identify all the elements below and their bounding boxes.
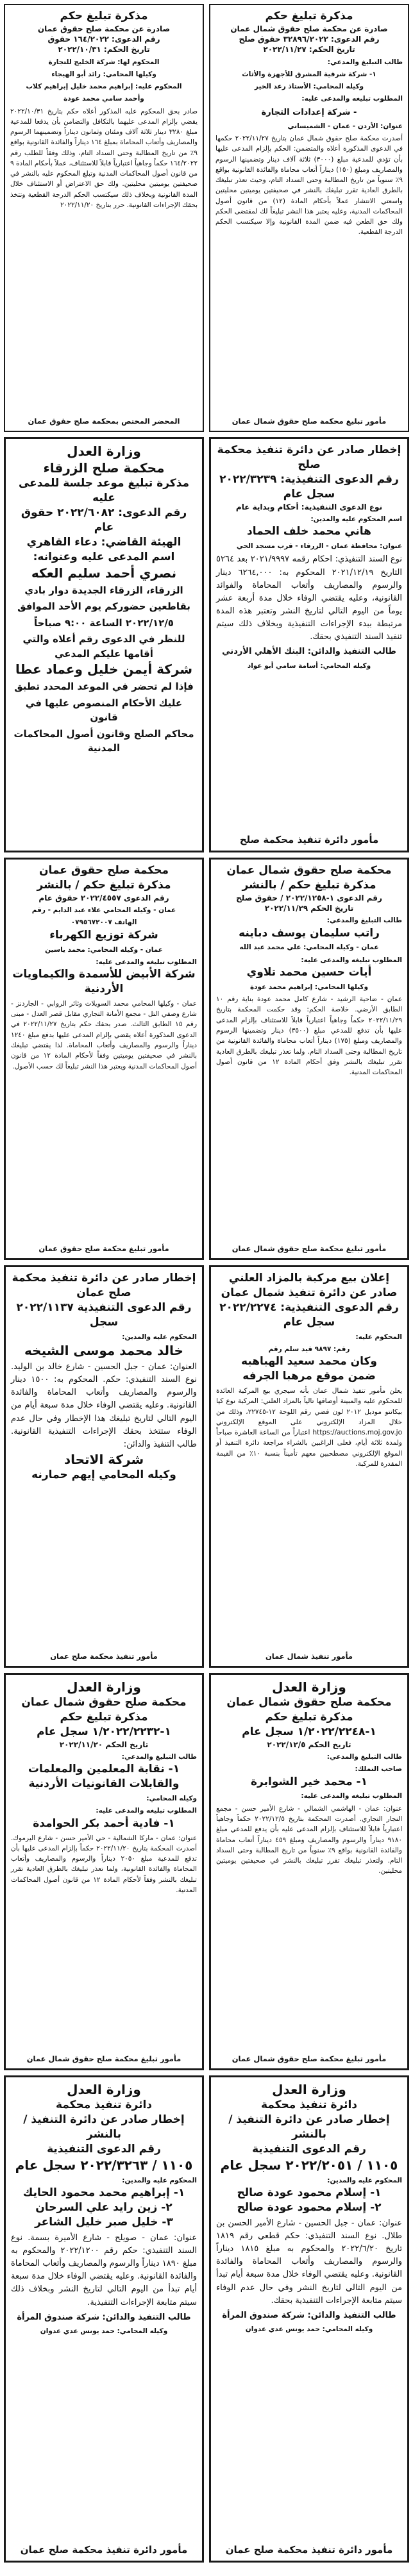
notice-case-number: ١١٠٥ / ٢٠٢٢/٣٢٦٣ سجل عام <box>15 2157 193 2173</box>
notice-case-number: رقم الدعوى التنفيذية: ٢٠٢٢/٣٢٣٩ سجل عام <box>219 472 399 501</box>
notice-date: تاريخ الحكم ٢٠٢٢/١١/٢٩ <box>264 904 354 913</box>
notice-judgment-2248 <box>209 1673 409 2070</box>
notice-plaintiff: شركة توزيع الكهرباء <box>49 928 158 942</box>
notice-heading: مذكرة تبليغ حكم / بالنشر <box>37 878 171 892</box>
notice-heading: مذكرة تبليغ حكم <box>265 1710 353 1724</box>
notice-plaintiff: ١- نقابة المعلمين والمعلمات والقابلات القانونيات الأردنية <box>28 1763 180 1791</box>
notice-body: عمان - وكيلها المحامي محمد السويلات وثائر الروابي - الجاردنز - شارع وصفي التل - مجمع الأمانة التجاري مقابل قصر العدل - مبنى رقم ١٥ الطابق الثالث. صدر بحقك حكم بتاريخ ٢٠٢٢/١١/٢٧ في الدعوى المذكورة أعلاه يقضي بإلزام المدعى عليها بدفع مبلغ ١٢٤٠ ديناراً والرسوم والمصاريف وأتعاب المحاماة. لذا يقتضي تبليغك بالنشر في صحيفتين يوميتين وفقاً لأحكام المادة ١٢ من قانون أصول المحاكمات المدنية ويعتبر هذا النشر تبليغاً لك حسب الأصول. <box>11 999 198 1070</box>
notice-body: يعلن مأمور تنفيذ شمال عمان بأنه سيجري بيع المركبة العائدة للمحكوم عليه والمبينة أوصافها تالياً بالمزاد العلني: المركبة نوع كيا بيكانتو موديل ٢٠١٢ لون فضي رقم اللوحة ١٢-٢٢٧٤٥، وذلك من خلال المزاد الإلكتروني على الموقع الإلكتروني https://auctions.moj.gov.jo اعتباراً من الساعة العاشرة صباحاً ولمدة ثلاثة أيام، فعلى الراغبين بالشراء مراجعة دائرة التنفيذ أو الموقع الإلكتروني مصطحبين معهم تأميناً بنسبة ١٠٪ من القيمة المقدرة للمركبة. <box>216 1387 402 1468</box>
notice-case-number: رقم الدعوى التنفيذية ٢٠٢٢/١١٣٧ سجل <box>16 1300 192 1329</box>
notice-judgment-north-amman-1258 <box>209 858 409 1260</box>
notice-case-type: نوع الدعوى التنفيذية: أحكام وبداية عام <box>235 502 383 511</box>
notice-plaintiff-lawyer: عمان - وكيله المحامي علاء عبد الدايم - رقم <box>31 906 176 915</box>
notice-defendant: - شركة إعدادات التجارة <box>261 107 357 117</box>
notice-signature: مأمور تنفيذ شمال عمان <box>265 1652 353 1661</box>
notice-warning-2: عليك الأحكام المنصوص عليها في قانون <box>25 697 183 724</box>
notice-ref: رقم: ٩٨٩٧ قيد سلم رقم <box>268 1345 350 1354</box>
notice-heading: إخطار صادر عن دائرة التنفيذ / بالنشر <box>228 2113 390 2141</box>
notice-plaintiff-label: طالب التبليغ والمدعي: <box>326 917 402 925</box>
notice-debtor: هاني محمد خلف الحماد <box>247 525 371 538</box>
notice-case-label: رقم الدعوى التنفيذية <box>252 2142 366 2156</box>
notice-execution-2051 <box>209 2075 409 2563</box>
notice-plaintiff: راتب سليمان يوسف دباينه <box>239 926 380 940</box>
notice-court: محكمة صلح حقوق عمان <box>39 864 169 877</box>
notices-row-4 <box>4 1265 409 1668</box>
notice-ministry: وزارة العدل <box>67 2082 141 2097</box>
notice-judgment-amman-4557 <box>4 858 204 1260</box>
notice-case-number: رقم الدعوى ٢٠٢٢/٤٥٥٧ حقوق عام <box>38 893 169 902</box>
notice-lawyer: وكيلها المحامي: رائد أبو الهيجاء <box>51 70 156 78</box>
notice-defendant: نصري أحمد سليم العكه <box>31 565 177 581</box>
notice-lawyer: وكيله المحامي: الأستاذ رعد الخير <box>254 83 364 91</box>
notice-case-number: ١١٠٥ / ٢٠٢٢/٢٠٥١ سجل عام <box>220 2157 398 2173</box>
notice-department: دائرة تنفيذ محكمة <box>55 2098 153 2111</box>
notice-plaintiff: شركة أيمن خليل وعماد عطا <box>15 661 192 677</box>
notice-debtor-label: اسم المحكوم عليه والمدين: <box>310 515 402 523</box>
notice-signature: مأمور تنفيذ محكمة صلح عمان <box>50 1652 158 1661</box>
notices-row-2 <box>4 437 409 852</box>
notice-defendant-lawyer: وكيلها المحامي: إبراهيم محمد عودة <box>249 983 369 991</box>
notice-heading: إخطار صادر عن دائرة التنفيذ / بالنشر <box>23 2113 185 2141</box>
notice-judgment-amman-2 <box>4 4 204 432</box>
notice-lawyer: وكيله المحامي إيهم حمارنه <box>31 1468 176 1481</box>
notice-execution-3263 <box>4 2075 204 2563</box>
notice-judge: الهيئة القاضي: دعاء القاهري <box>26 535 181 549</box>
notice-heading: مذكرة تبليغ موعد جلسة للمدعى عليه <box>18 477 190 504</box>
notice-lawyer: وكيله المحامي: حمد يونس عدي عدوان <box>40 2327 168 2335</box>
notice-plaintiff: ١- محمد خير الشوابرة <box>251 1775 367 1788</box>
notice-body: صادر بحق المحكوم عليه المذكور أعلاه حكم بتاريخ ٢٠٢٢/١٠/٣١ يقضي بإلزام المدعى عليهما بالتكافل والتضامن بأن يدفعا للمدعية مبلغ ٣٢٨٠ دينار ثلاثة آلاف ومئتان وثمانون ديناراً وتضمينهما الرسوم والمصاريف وأتعاب المحاماة بمبلغ ١٦٤ ديناراً والفائدة القانونية بواقع ٩٪ من تاريخ المطالبة وحتى السداد التام، وذلك وفقاً للطلب رقم ١٦٤/٢٠٢٢ حكماً وجاهياً اعتبارياً قابلاً للاستئناف، عملاً بأحكام المادة ٩ من قانون أصول المحاكمات المدنية وتبلغ المحكوم عليه بالنشر في صحيفتين يوميتين محليتين. ولك حق الاعتراض أو الاستئناف خلال المدة القانونية وبخلاف ذلك سيكتسب الحكم الدرجة القطعية وتتخذ بحقك الإجراءات القانونية. حرر بتاريخ ٢٠٢٢/١١/٢٠ <box>10 107 198 209</box>
notice-court: محكمة صلح حقوق شمال عمان <box>21 1696 187 1709</box>
notice-warning-1: فإذا لم تحضر في الموعد المحدد تطبق <box>14 681 194 693</box>
notice-case-number: رقم الدعوى: ٣٢٨٩٦/٢٠٢٢ حقوق صلح <box>239 35 380 44</box>
notices-row-1 <box>4 4 409 432</box>
notice-debtor: وكان محمد سعيد الهباهبه <box>241 1355 377 1368</box>
notice-signature: مأمور تبليغ محكمة صلح حقوق شمال عمان <box>232 417 387 426</box>
notice-ministry: وزارة العدل <box>67 1679 141 1695</box>
notice-defendant-label: المطلوب تبليغه والمدعى عليه: <box>301 956 402 964</box>
notice-body: عنوان: عمان - الهاشمي الشمالي - شارع الأمير حسن - مجمع النجار التجاري. أصدرت المحكمة بتاريخ ٢٠٢٢/١٢/٥ حكماً وجاهياً اعتبارياً قابلاً للاستئناف بإلزام المدعى عليه بأن يدفع للمدعي مبلغ ٩١٨٠ ديناراً والرسوم والمصاريف ومبلغ ٤٥٩ ديناراً أتعاب محاماة والفائدة القانونية بواقع ٩٪ سنوياً من تاريخ المطالبة وحتى السداد التام. ولتعذر تبليغك تقرر تبليغك بالنشر في صحيفتين يوميتين محليتين. <box>216 1804 403 1875</box>
notice-body: العنوان: عمان - جبل الحسين - شارع خالد بن الوليد. نوع السند التنفيذي: حكم. المحكوم به: ١٥٠٠ دينار والرسوم والمصاريف وأتعاب المحاماة والفائدة القانونية. وعليه يقتضي الوفاء خلال مدة سبعة أيام من اليوم التالي لتاريخ تبليغك هذا الإخطار وفي حال عدم الوفاء ستتخذ بحقك الإجراءات التنفيذية القانونية. طالب التنفيذ والدائن: <box>11 1362 197 1449</box>
notice-debtor-3: ٣- خليل صبر خليل الشاعر <box>35 2215 173 2229</box>
notice-debtor-label: المحكوم عليه: <box>355 1333 402 1341</box>
notice-execution-3239 <box>209 437 409 852</box>
notice-heading: مذكرة تبليغ حكم <box>60 10 148 22</box>
notice-department: دائرة تنفيذ محكمة <box>260 2098 358 2111</box>
notice-defendant-label: المطلوب تبليغه والمدعى عليه: <box>96 1807 197 1815</box>
notice-debtor-2: ٢- إسلام محمود عودة صالح <box>237 2200 382 2214</box>
notice-heading: مذكرة تبليغ حكم / بالنشر <box>242 878 376 892</box>
notice-date: تاريخ الحكم: ٢٠٢٢/١٠/٣١ <box>58 45 150 54</box>
notice-defendant-label: اسم المدعى عليه وعنوانه: <box>33 550 175 563</box>
notice-date: تاريخ الحكم ٢٠٢٢/١٢/٥ <box>267 1740 351 1749</box>
notice-creditor: طالب التنفيذ والدائن: البنك الأهلي الأردني <box>222 647 396 657</box>
notice-case-number: ١-١/٢٠٢٢/٢٢٣٢ سجل عام <box>37 1725 171 1738</box>
notice-court: صلح عمان <box>76 1286 131 1299</box>
notice-ministry: وزارة العدل <box>272 2082 346 2097</box>
notice-hearing-text: بقاطعين حضوركم يوم الأحد الموافق <box>17 601 190 613</box>
notice-court: محكمة صلح حقوق شمال عمان <box>226 1696 392 1709</box>
notice-defendant-label: المطلوب تبليغه والمدعى عليه: <box>301 1792 402 1800</box>
notice-body: نوع السند التنفيذي: احكام رقمه ٢٠٢١/٩٩٩٧ بعد ٥٢٦٤ التاريخ ٢٠٢١/١٢/١٩ المحكوم به: ٦٢٦٤,٠٠٠ دينار والرسوم والمصاريف وأتعاب المحاماة والفوائد القانونية، وعليه يقتضي الوفاء خلال مدة أربعة عشر يوماً من اليوم التالي لتاريخ النشر وتعتبر هذه المدة مرتبطة ببدء الإجراءات التنفيذية وبخلاف ذلك سيتم تنفيذ السند التنفيذي بحقك. <box>216 554 403 642</box>
notice-judgment-north-amman-1 <box>209 4 409 432</box>
notice-address: عنوان: الأردن - عمان - الشميساني <box>287 122 403 130</box>
notice-signature: مأمور تبليغ محكمة صلح حقوق شمال عمان <box>232 1244 387 1253</box>
notice-heading: إخطار صادر عن دائرة تنفيذ محكمة صلح <box>217 444 401 471</box>
notice-case-label: رقم الدعوى التنفيذية <box>47 2142 161 2156</box>
notice-lawyer: عمان - وكيله المحامي: علي محمد عبد الله <box>239 943 379 952</box>
notice-date: تاريخ الحكم: ٢٠٢٢/١١/٢٧ <box>263 45 355 54</box>
notice-hearing-zarqa <box>4 437 204 852</box>
notice-ministry: وزارة العدل <box>67 444 141 459</box>
notice-date: تاريخ الحكم ٢٠٢٢/١١/٢٠ <box>59 1740 149 1749</box>
notice-body: عمان - ضاحية الرشيد - شارع كامل محمد عودة بناية رقم ١٠ الطابق الأرضي. خلاصة الحكم: وقد حكمت المحكمة بتاريخ ٢٠٢٢/١١/٢٩ حكماً وجاهياً اعتبارياً قابلاً للاستئناف بإلزام المدعى عليها بأن تدفع للمدعي مبلغ (٣٥٠٠) دينار وتضمينها الرسوم والمصاريف ومبلغ (١٧٥) ديناراً أتعاب محاماة والفائدة القانونية من تاريخ المطالبة وحتى السداد التام. ولما تعذر تبليغك بالطرق العادية تقرر تبليغك بالنشر وفق أحكام المادة ١٢ من قانون أصول المحاكمات المدنية. <box>216 995 403 1077</box>
notice-location: ضمن موقع مرهبا الجرفه <box>242 1370 376 1383</box>
notices-row-3 <box>4 858 409 1260</box>
notice-defendant: شركة الأبيض للأسمدة والكيماويات الأردنية <box>12 968 196 995</box>
notice-case-ref: للنظر في الدعوى رقم أعلاه والتي أقامها عليكم المدعي <box>22 633 185 660</box>
notice-defendant-label: المطلوب تبليغه والمدعى عليه: <box>301 95 403 103</box>
notice-signature: مأمور دائرة تنفيذ محكمة صلح عمان <box>225 2544 393 2555</box>
notice-heading: إعلان بيع مركبة بالمزاد العلني <box>228 1272 390 1284</box>
notice-address: الزرقاء، الزرقاء الجديدة دوار بادي <box>24 584 183 596</box>
notice-body: عنوان: عمان - صويلح - شارع الأميرة بسمة. نوع السند التنفيذي: حكم رقم ٢٠٢٢/١٢٠٠ والمحكوم به مبلغ ١٨٩٠ ديناراً والرسوم والمصاريف وأتعاب المحاماة والفائدة القانونية. وعليه يقتضي الوفاء خلال مدة سبعة أيام تبدأ من اليوم التالي لتاريخ النشر وبخلاف ذلك سيتم متابعة الإجراءات التنفيذية. <box>11 2232 197 2307</box>
notice-signature: المحضر المختص بمحكمة صلح حقوق عمان <box>28 417 180 426</box>
notice-department: صادر عن دائرة تنفيذ شمال عمان <box>221 1286 398 1299</box>
notice-ministry: وزارة العدل <box>272 1679 346 1695</box>
notice-debtor-2: ٢- زين رايد علي السرحان <box>35 2200 173 2214</box>
notices-row-5 <box>4 1673 409 2070</box>
notice-lawyer: وكيله المحامي: حمد يونس عدي عدوان <box>245 2325 373 2334</box>
notices-row-6 <box>4 2075 409 2563</box>
notice-lawyer: عمان - وكيله المحامي: محمد ياسين <box>45 945 163 954</box>
notice-court: صادرة عن محكمة صلح حقوق عمان <box>37 24 171 33</box>
notice-case-number: رقم الدعوى التنفيذية: ٢٠٢٢/٢٢٧٤ <box>219 1300 399 1314</box>
notice-debtor-1: ١- إبراهيم محمد محمود الحايك <box>22 2186 185 2200</box>
notice-heading: إخطار صادر عن دائرة تنفيذ محكمة <box>12 1272 196 1284</box>
notice-body: أصدرت محكمة صلح حقوق شمال عمان بتاريخ ٢٠٢٢/١١/٢٧ حكمها في الدعوى المذكورة أعلاه والمتضمن: الحكم بإلزام المدعى عليها بأن تؤدي للمدعية مبلغ (٣٠٠٠) ثلاثة آلاف دينار وتضمينها الرسوم والمصاريف ومبلغ (١٥٠) ديناراً أتعاب محاماة والفائدة القانونية بواقع ٩٪ سنوياً من تاريخ المطالبة وحتى السداد التام، وحيث تعذر تبليغك بالطرق العادية تقرر تبليغك بالنشر في صحيفتين يوميتين محليتين واسعتي الانتشار عملاً بأحكام المادة (١٢) من قانون أصول المحاكمات المدنية، وعليه يعتبر هذا النشر تبليغاً لك لمقتضى الحكم ولك حق الطعن فيه ضمن المدة القانونية وإلا سيكتسب الحكم الدرجة القطعية. <box>215 134 403 237</box>
notice-signature: مأمور دائرة تنفيذ محكمة صلح عمان <box>20 2544 188 2555</box>
notice-plaintiff: ١- شركة شرقية المشرق للأجهزة والأثاث <box>242 70 376 78</box>
notice-case-number: رقم الدعوى ١-٢٠٢٢/١٢٥٨ / حقوق صلح <box>236 893 382 902</box>
notice-address: عنوان: محافظة عمان - الزرقاء - قرب مسجد الحي <box>236 542 402 551</box>
notice-party-label: طالب التبليغ والمدعي: <box>327 58 403 66</box>
notice-register: سجل عام <box>283 1315 335 1329</box>
notice-defendant: المحكوم عليه: إبراهيم محمد خليل إبراهيم كلاب <box>26 83 182 91</box>
notice-court: صادرة عن محكمة صلح حقوق شمال عمان <box>230 24 388 33</box>
notice-defendant-2: وأحمد سامي محمد عودة <box>63 95 144 103</box>
notice-heading: مذكرة تبليغ حكم <box>265 10 353 22</box>
notice-heading: مذكرة تبليغ حكم <box>60 1710 148 1724</box>
notice-creditor: شركة الاتحاد <box>63 1452 144 1467</box>
notice-case-number: ١-١/٢٠٢٢/٢٢٤٨ سجل عام <box>242 1725 376 1738</box>
notice-hearing-time: ٢٠٢٢/١٢/٥ الساعة ٩:٠٠ صباحاً <box>34 617 174 629</box>
notice-body: عنوان: عمان - ماركا الشمالية - حي الأمير حسن - شارع اليرموك. أصدرت المحكمة بتاريخ ٢٠٢٢/١١/٢٠ حكماً بإلزام المدعى عليها بأن تدفع للمدعية مبلغ ٢٠٥٠ ديناراً والرسوم والمصاريف وأتعاب المحاماة والفائدة القانونية، ولما تعذر تبليغك بالطرق العادية تقرر تبليغك بالنشر وفقاً لأحكام المادة ١٢ من قانون أصول المحاكمات المدنية. <box>11 1834 197 1894</box>
notice-debtor-label: المحكوم عليه والمدين: <box>122 2176 197 2184</box>
notice-owner-label: صاحب التملك: <box>355 1765 402 1774</box>
notice-vehicle-auction <box>209 1265 409 1668</box>
notice-plaintiff: المحكوم لها: شركة الخليج للتجارة <box>48 58 160 66</box>
notice-execution-1137 <box>4 1265 204 1668</box>
notice-plaintiff-label: طالب التبليغ والمدعي: <box>121 1753 197 1761</box>
notice-body: عنوان: عمان - جبل الحسين - شارع الأمير الحسن بن طلال. نوع السند التنفيذي: حكم قطعي رقم ١٨١٩ تاريخ ٢٠٢٢/٦/٢٠ والمحكوم به مبلغ ١٨١٥ ديناراً والرسوم والمصاريف وأتعاب المحاماة والفائدة القانونية. وعليه يقتضي الوفاء خلال مدة سبعة أيام تبدأ من اليوم التالي لتاريخ النشر وفي حال عدم الوفاء سيتم متابعة الإجراءات التنفيذية بحقك. <box>216 2218 402 2306</box>
notice-court: محكمة صلح حقوق شمال عمان <box>226 864 392 877</box>
notice-debtor-label: المحكوم عليه والمدين: <box>122 1333 197 1341</box>
notice-creditor: طالب التنفيذ والدائن: شركة صندوق المرأة <box>222 2310 396 2320</box>
notice-signature: مأمور تبليغ محكمة صلح حقوق شمال عمان <box>232 2054 387 2063</box>
notice-court: محكمة صلح الزرقاء <box>43 460 165 476</box>
notice-defendant-label: المطلوب تبليغه والمدعى عليه: <box>96 958 197 966</box>
notice-lawyer: وكيله المحامي: أسامة سامي أبو عواد <box>247 661 371 670</box>
notice-creditor: طالب التنفيذ والدائن: شركة صندوق المرأة <box>17 2312 191 2322</box>
notice-case-number: رقم الدعوى: ١٦٤/٢٠٢٢ حقوق <box>47 35 160 44</box>
notice-debtor-label: المحكوم عليه والمدين: <box>327 2176 402 2184</box>
notice-lawyer-label: وكيله المحامي: <box>146 1795 197 1803</box>
notice-judgment-2232 <box>4 1673 204 2070</box>
notice-case-number: رقم الدعوى: ٢٠٢٢/٦٠٨٢ حقوق عام <box>21 506 187 534</box>
notice-debtor-1: ١- إسلام محمود عودة صالح <box>237 2186 382 2200</box>
notice-phone: الهاتف ٠٧٩٥٦٧٢٠٠٧ <box>71 918 137 927</box>
notice-defendant: ١- فادية أحمد بكر الحوامدة <box>33 1816 175 1830</box>
notice-signature: مأمور دائرة تنفيذ محكمة صلح <box>239 834 379 845</box>
notice-signature: مأمور تبليغ محكمة صلح حقوق شمال عمان <box>26 2054 181 2063</box>
notice-warning-3: محاكم الصلح وقانون أصول المحاكمات المدنية <box>13 727 194 754</box>
notice-debtor: خالد محمد موسى الشيخه <box>24 1343 183 1359</box>
notice-defendant: أيات حسين محمد تلاوي <box>246 965 372 979</box>
notice-plaintiff-label: طالب التبليغ والمدعي: <box>326 1753 402 1761</box>
notice-signature: مأمور تبليغ محكمة صلح حقوق عمان <box>38 1244 169 1253</box>
